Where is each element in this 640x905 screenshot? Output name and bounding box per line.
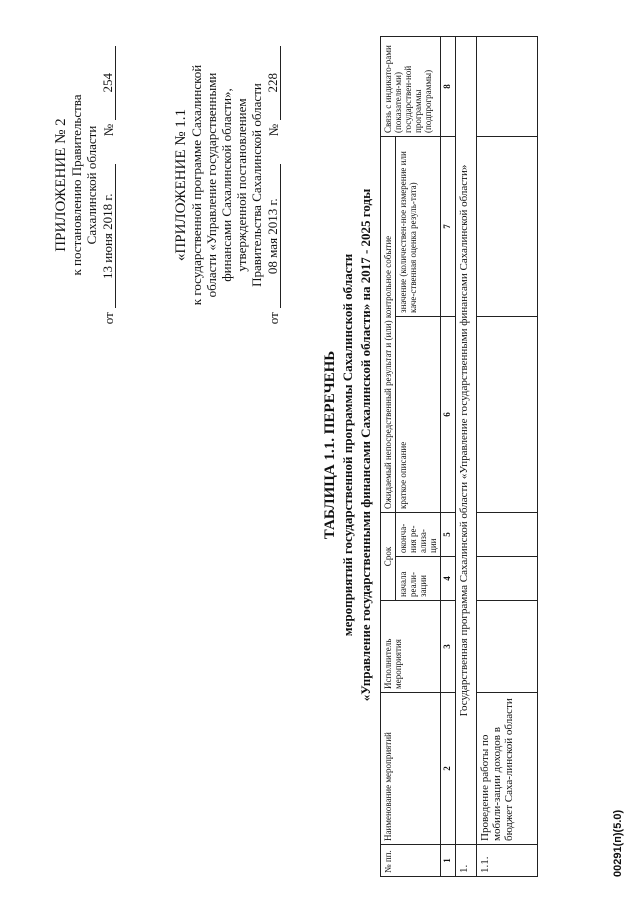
appendix-1-1-block [174,20,281,350]
header-result-value: значение (количествен-ное измерение или каче-ственная оценка резуль-тата) [396,136,441,316]
appendix-1-1-title: «ПРИЛОЖЕНИЕ № 1.1 [173,108,189,262]
appendix-2-date-prefix: от [101,312,116,325]
appendix-2-line2: Сахалинской области [84,125,99,245]
appendix-1-1-date-prefix: от [266,312,281,325]
col-number: 1 [441,845,456,877]
header-term-start: начала реали-зации [396,557,441,601]
appendix-1-1-date-line [265,20,281,350]
col-number: 2 [441,693,456,845]
appendix-2-number: 254 [100,46,116,120]
row-start [477,557,538,601]
row-executor [477,601,538,693]
program-row [456,36,477,876]
appendix-1-1-line: области «Управление государственными [204,72,219,298]
appendix-1-1-date: 08 мая 2013 г. [265,164,281,308]
col-number: 4 [441,557,456,601]
appendix-2-block [54,20,116,350]
table-header-row [381,36,396,876]
table-subtitle-1: мероприятий государственной программы Сахалинской области [340,253,355,637]
table-title: ТАБЛИЦА 1.1. ПЕРЕЧЕНЬ [322,350,338,540]
header-num: № пп. [381,845,441,877]
header-name: Наименование мероприятий [381,693,441,845]
row-value [477,136,538,316]
appendix-2-date: 13 июня 2018 г. [100,164,116,308]
column-numbers-row [441,36,456,876]
program-row-num: 1. [456,845,477,877]
header-result: Ожидаемый непосредственный результат и (или) контрольное событие [381,136,396,512]
row-end [477,512,538,556]
row-link [477,36,538,136]
header-link: Связь с индикато-рами (показателя-ми) государствен-ной программы (подпрограммы) [381,36,441,136]
col-number: 7 [441,136,456,316]
col-number: 3 [441,601,456,693]
col-number: 8 [441,36,456,136]
appendix-1-1-line: к государственной программе Сахалинской [189,64,204,306]
appendix-1-1-line: утвержденной постановлением [234,98,249,272]
header-result-brief: краткое описание [396,316,441,512]
appendix-2-date-line [100,20,116,350]
table-row [477,36,538,876]
col-number: 6 [441,316,456,512]
program-row-text: Государственная программа Сахалинской области «Управление государственными финансами Сахалинской области» [456,36,477,844]
header-executor: Исполнитель мероприятия [381,601,441,693]
table-subtitle-2: «Управление государственными финансами Сахалинской области» на 2017 - 2025 годы [358,188,373,702]
document-code: 00291(п)(5.0) [612,809,624,877]
header-term: Срок [381,512,396,600]
appendix-1-1-line: Правительства Сахалинской области [249,83,264,287]
appendix-2-line1: к постановлению Правительства [69,94,84,276]
appendix-1-1-number-prefix: № [266,123,281,137]
appendix-1-1-line: финансами Сахалинской области», [219,88,234,282]
row-num: 1.1. [477,845,538,877]
appendix-2-number-prefix: № [101,123,116,137]
col-number: 5 [441,512,456,556]
row-name: Проведение работы по мобили-зации доходов в бюджет Саха-линской области [477,693,538,845]
appendix-1-1-number: 228 [265,46,281,120]
measures-table [380,36,538,877]
row-brief [477,316,538,512]
header-term-end: оконча-ния ре-ализа-ции [396,512,441,556]
appendix-2-title: ПРИЛОЖЕНИЕ № 2 [53,118,69,252]
